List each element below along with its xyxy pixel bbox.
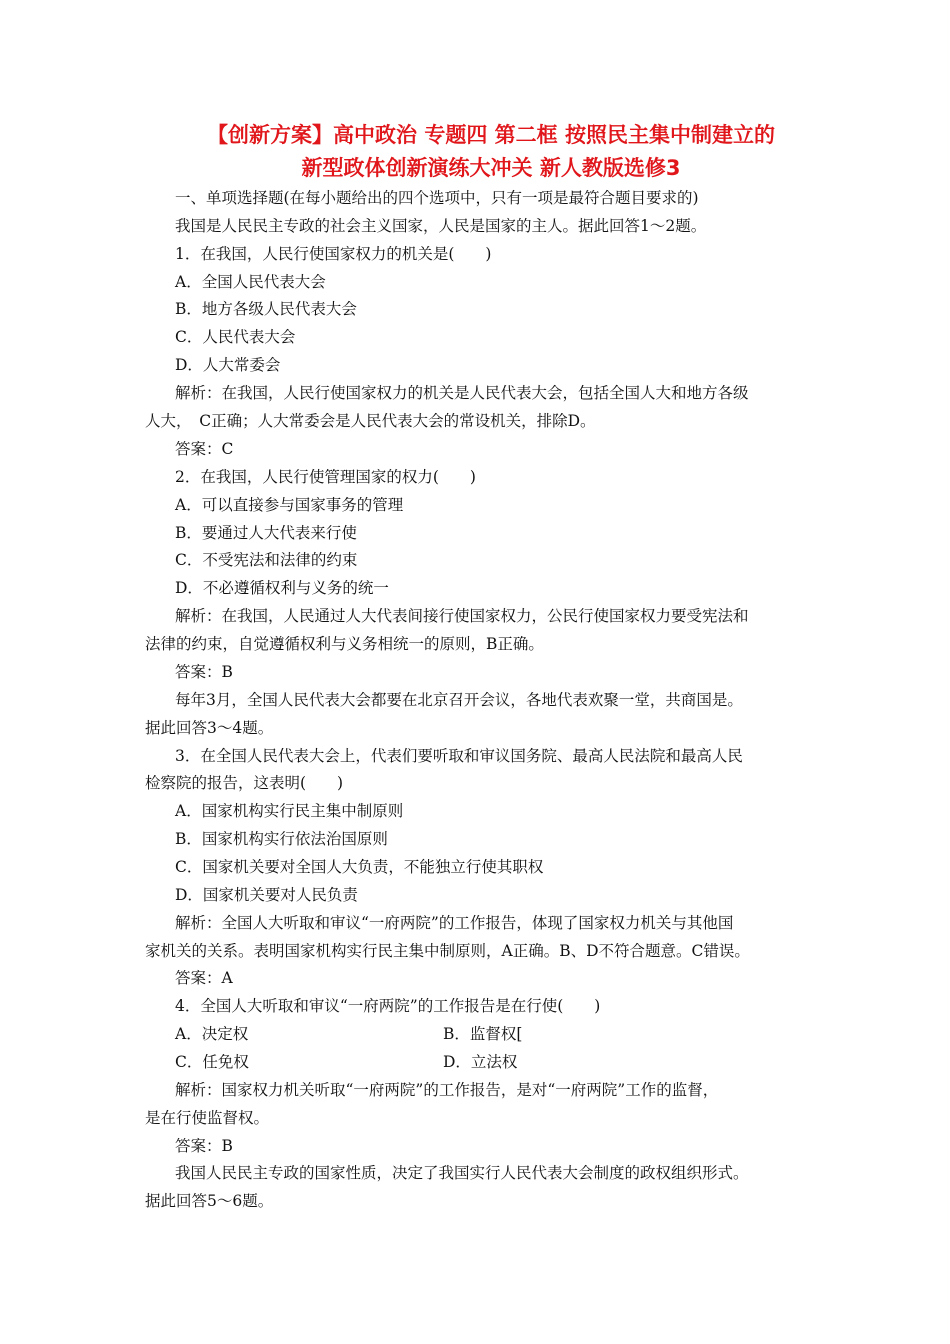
q1-stem: 1．在我国，人民行使国家权力的机关是( ) [175,245,492,263]
q1-answer: 答案：C [175,440,234,458]
q3-option-d: D．国家机关要对人民负责 [175,886,358,904]
q4-answer: 答案：B [175,1137,233,1155]
q3-option-b: B．国家机构实行依法治国原则 [175,830,388,848]
intro-5-6-line-2: 据此回答5～6题。 [145,1192,274,1210]
intro-3-4-line-1: 每年3月，全国人民代表大会都要在北京召开会议，各地代表欢聚一堂，共商国是。 [175,691,743,709]
q3-stem-line-1: 3．在全国人民代表大会上，代表们要听取和审议国务院、最高人民法院和最高人民 [175,747,743,765]
q2-analysis-line-2: 法律的约束，自觉遵循权利与义务相统一的原则，B正确。 [145,635,544,653]
q2-option-d: D．不必遵循权利与义务的统一 [175,579,389,597]
q3-stem-line-2: 检察院的报告，这表明( ) [145,774,344,792]
q1-option-c: C．人民代表大会 [175,328,296,346]
intro-3-4-line-2: 据此回答3～4题。 [145,719,274,737]
q2-answer: 答案：B [175,663,233,681]
q3-analysis-line-1: 解析：全国人大听取和审议“一府两院”的工作报告，体现了国家权力机关与其他国 [175,914,734,932]
q3-option-c: C．国家机关要对全国人大负责，不能独立行使其职权 [175,858,544,876]
q3-answer: 答案：A [175,969,233,987]
document-title-line-2: 新型政体创新演练大冲关 新人教版选修3 [301,156,681,180]
document-title-line-1: 【创新方案】高中政治 专题四 第二框 按照民主集中制建立的 [207,123,775,147]
q3-analysis-line-2: 家机关的关系。表明国家机构实行民主集中制原则，A正确。B、D不符合题意。C错误。 [145,942,750,960]
q4-option-b: B．监督权[ [443,1025,523,1043]
q1-option-b: B．地方各级人民代表大会 [175,300,357,318]
q2-option-a: A．可以直接参与国家事务的管理 [175,496,404,514]
q4-option-a: A．决定权 [175,1025,249,1043]
intro-5-6-line-1: 我国人民民主专政的国家性质，决定了我国实行人民代表大会制度的政权组织形式。 [175,1164,749,1182]
q4-analysis-line-2: 是在行使监督权。 [145,1109,270,1127]
q3-option-a: A．国家机构实行民主集中制原则 [175,802,404,820]
q2-option-c: C．不受宪法和法律的约束 [175,551,358,569]
intro-1-2: 我国是人民民主专政的社会主义国家，人民是国家的主人。据此回答1～2题。 [175,217,707,235]
q4-analysis-line-1: 解析：国家权力机关听取“一府两院”的工作报告，是对“一府两院”工作的监督， [175,1081,719,1099]
section-heading: 一、单项选择题(在每小题给出的四个选项中，只有一项是最符合题目要求的) [175,189,699,207]
q2-stem: 2．在我国，人民行使管理国家的权力( ) [175,468,476,486]
q2-analysis-line-1: 解析：在我国，人民通过人大代表间接行使国家权力，公民行使国家权力要受宪法和 [175,607,749,625]
q1-analysis-line-2: 人大， C正确；人大常委会是人民代表大会的常设机关，排除D。 [145,412,596,430]
q4-option-c: C．任免权 [175,1053,249,1071]
q4-option-d: D．立法权 [443,1053,518,1071]
q4-stem: 4．全国人大听取和审议“一府两院”的工作报告是在行使( ) [175,997,601,1015]
q1-analysis-line-1: 解析：在我国，人民行使国家权力的机关是人民代表大会，包括全国人大和地方各级 [175,384,749,402]
q1-option-d: D．人大常委会 [175,356,281,374]
q1-option-a: A．全国人民代表大会 [175,273,326,291]
q2-option-b: B．要通过人大代表来行使 [175,524,357,542]
